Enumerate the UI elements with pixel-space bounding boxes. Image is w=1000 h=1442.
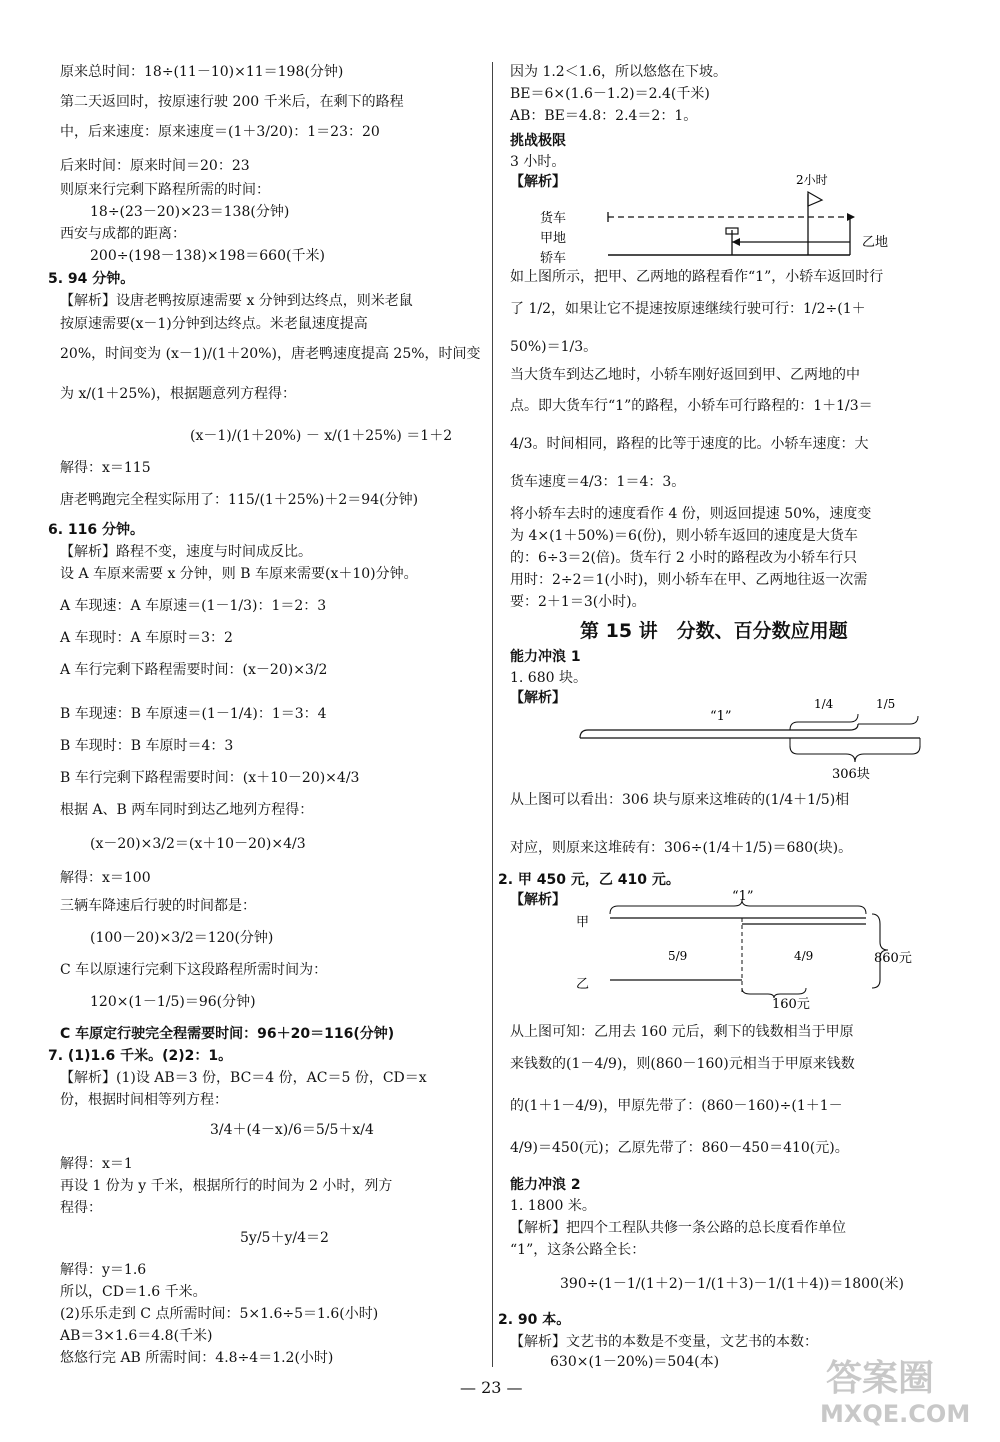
equation-line: (x－20)×3/2＝(x＋10－20)×4/3 xyxy=(90,836,306,852)
answer-5: 5. 94 分钟。 xyxy=(48,271,135,287)
text-line: 为 4×(1＋50%)＝6(份)，则小轿车返回的速度是大货车 xyxy=(510,528,858,544)
text-line: 为 x/(1＋25%)，根据题意列方程得： xyxy=(60,386,297,402)
text-line: 从上图可以看出：306 块与原来这堆砖的(1/4＋1/5)相 xyxy=(510,792,850,808)
text-line: 悠悠行完 AB 所需时间：4.8÷4＝1.2(小时) xyxy=(60,1350,334,1366)
text-line: 则原来行完剩下路程所需的时间： xyxy=(60,182,270,198)
text-line: 的：6÷3＝2(倍)。货车行 2 小时的路程改为小轿车行只 xyxy=(510,550,858,566)
equation-line: 200÷(198－138)×198＝660(千米) xyxy=(90,248,325,264)
text-line: 西安与成都的距离： xyxy=(60,226,186,242)
text-line: 解得：x＝115 xyxy=(60,460,151,476)
row-label-car: 轿车 xyxy=(540,251,567,266)
text-line: 对应，则原来这堆砖有：306÷(1/4＋1/5)＝680(块)。 xyxy=(510,840,853,856)
text-line: BE＝6×(1.6－1.2)＝2.4(千米) xyxy=(510,86,710,102)
lecture-title: 第 15 讲 分数、百分数应用题 xyxy=(580,620,848,642)
row-label-origin: 甲地 xyxy=(540,231,567,246)
section-heading: 挑战极限 xyxy=(510,133,566,149)
travel-diagram xyxy=(510,170,930,270)
text-line: 将小轿车去时的速度看作 4 份，则返回提速 50%，速度变 xyxy=(510,506,872,522)
section-heading: 能力冲浪 2 xyxy=(510,1177,581,1193)
text-line: 再设 1 份为 y 千米，根据所行的时间为 2 小时，列方 xyxy=(60,1178,393,1194)
text-line: 设 A 车原来需要 x 分钟，则 B 车原来需要(x＋10)分钟。 xyxy=(60,566,418,582)
answer-2b: 2. 90 本。 xyxy=(498,1312,571,1328)
text-line: 所以，CD＝1.6 千米。 xyxy=(60,1284,207,1300)
text-line: A 车现时：A 车原时＝3：2 xyxy=(60,630,233,646)
text-line: 唐老鸭跑完全程实际用了：115/(1＋25%)＋2＝94(分钟) xyxy=(60,492,419,508)
text-line: 4/9)＝450(元)；乙原先带了：860－450＝410(元)。 xyxy=(510,1140,849,1156)
equation-line: (x－1)/(1＋20%) － x/(1＋25%) ＝1＋2 xyxy=(190,428,453,444)
watermark-url: MXQE.COM xyxy=(820,1400,971,1428)
text-line: 从上图可知：乙用去 160 元后，剩下的钱数相当于甲原 xyxy=(510,1024,854,1040)
text-line: B 车现速：B 车原速＝(1－1/4)：1＝3：4 xyxy=(60,706,327,722)
section-heading: 能力冲浪 1 xyxy=(510,649,581,665)
row-label-a: 甲 xyxy=(576,915,590,930)
text-line: 来钱数的(1－4/9)，则(860－160)元相当于甲原来钱数 xyxy=(510,1056,855,1072)
text-line: AB：BE＝4.8：2.4＝2：1。 xyxy=(510,108,698,124)
text-line: 点。即大货车行“1”的路程，小轿车可行路程的：1＋1/3＝ xyxy=(510,398,873,414)
destination-label: 乙地 xyxy=(862,235,889,250)
text-line: 【解析】(1)设 AB＝3 份，BC＝4 份，AC＝5 份，CD＝x xyxy=(60,1070,427,1086)
text-line: 如上图所示，把甲、乙两地的路程看作“1”，小轿车返回时行 xyxy=(510,269,884,285)
text-line: 了 1/2，如果让它不提速按原速继续行驶可行：1/2÷(1＋ xyxy=(510,301,866,317)
equation-line: 390÷(1－1/(1＋2)－1/(1＋3)－1/(1＋4))＝1800(米) xyxy=(560,1276,904,1292)
text-line: 解得：x＝100 xyxy=(60,870,151,886)
text-line: 后来时间：原来时间＝20：23 xyxy=(60,158,250,174)
text-line: 货车速度＝4/3：1＝4：3。 xyxy=(510,474,686,490)
whole-label: “1” xyxy=(732,889,754,904)
text-line: 用时：2÷2＝1(小时)，则小轿车在甲、乙两地往返一次需 xyxy=(510,572,868,588)
text-line: 【解析】把四个工程队共修一条公路的总长度看作单位 xyxy=(510,1220,846,1236)
money-diagram xyxy=(510,884,930,1014)
text-line: 【解析】文艺书的本数是不变量，文艺书的本数： xyxy=(510,1334,818,1350)
text-line: 根据 A、B 两车同时到达乙地列方程得： xyxy=(60,802,314,818)
text-line: 【解析】设唐老鸭按原速需要 x 分钟到达终点，则米老鼠 xyxy=(60,293,413,309)
equation-line: 18÷(23－20)×23＝138(分钟) xyxy=(90,204,290,220)
text-line: 程得： xyxy=(60,1200,102,1216)
text-line: 解得：y＝1.6 xyxy=(60,1262,147,1278)
fraction-five-ninths: 5/9 xyxy=(668,949,688,963)
text-line: 3 小时。 xyxy=(510,154,566,170)
equation-line: 3/4＋(4－x)/6＝5/5＋x/4 xyxy=(210,1122,374,1138)
fraction-fifth: 1/5 xyxy=(876,697,896,711)
text-line: 份，根据时间相等列方程： xyxy=(60,1092,228,1108)
text-line: 的(1＋1－4/9)，甲原先带了：(860－160)÷(1＋1－ xyxy=(510,1098,843,1114)
text-line: 4/3。时间相同，路程的比等于速度的比。小轿车速度：大 xyxy=(510,436,869,452)
text-line: A 车现速：A 车原速＝(1－1/3)：1＝2：3 xyxy=(60,598,327,614)
row-label-truck: 货车 xyxy=(540,211,567,226)
text-line: 按原速需要(x－1)分钟到达终点。米老鼠速度提高 xyxy=(60,316,368,332)
text-line: 因为 1.2＜1.6，所以悠悠在下坡。 xyxy=(510,64,727,80)
text-line: 解得：x＝1 xyxy=(60,1156,133,1172)
text-line: 原来总时间：18÷(11－10)×11＝198(分钟) xyxy=(60,64,344,80)
text-line: 中，后来速度：原来速度＝(1＋3/20)：1＝23：20 xyxy=(60,124,380,140)
analysis-label: 【解析】 xyxy=(510,174,566,190)
time-label: 2小时 xyxy=(796,173,828,187)
bricks-diagram xyxy=(510,684,930,784)
spent-label: 160元 xyxy=(772,997,810,1012)
column-divider xyxy=(492,62,493,1367)
equation-line: 630×(1－20%)＝504(本) xyxy=(550,1354,720,1370)
page-number: — 23 — xyxy=(460,1378,523,1397)
text-line: 1. 1800 米。 xyxy=(510,1198,596,1214)
amount-label: 306块 xyxy=(832,767,870,782)
text-line: 要：2＋1＝3(小时)。 xyxy=(510,594,646,610)
text-line: 1. 680 块。 xyxy=(510,670,587,686)
whole-label: “1” xyxy=(710,709,732,724)
watermark-logo: 答案圈 xyxy=(826,1358,935,1399)
text-line: 三辆车降速后行驶的时间都是： xyxy=(60,898,256,914)
text-line: 20%，时间变为 (x－1)/(1＋20%)，唐老鸭速度提高 25%，时间变 xyxy=(60,346,481,362)
text-line: 第二天返回时，按原速行驶 200 千米后，在剩下的路程 xyxy=(60,94,404,110)
equation-line: 5y/5＋y/4＝2 xyxy=(240,1230,329,1246)
analysis-label: 【解析】 xyxy=(510,690,566,706)
equation-line: 120×(1－1/5)＝96(分钟) xyxy=(90,994,256,1010)
text-line: 【解析】路程不变，速度与时间成反比。 xyxy=(60,544,312,560)
fraction-quarter: 1/4 xyxy=(814,697,834,711)
text-line: B 车行完剩下路程需要时间：(x＋10－20)×4/3 xyxy=(60,770,360,786)
text-line: “1”，这条公路全长： xyxy=(510,1242,646,1258)
text-line: AB＝3×1.6＝4.8(千米) xyxy=(60,1328,213,1344)
text-line: 当大货车到达乙地时，小轿车刚好返回到甲、乙两地的中 xyxy=(510,367,860,383)
text-line: C 车以原速行完剩下这段路程所需时间为： xyxy=(60,962,328,978)
answer-2: 2. 甲 450 元，乙 410 元。 xyxy=(498,872,680,888)
fraction-four-ninths: 4/9 xyxy=(794,949,814,963)
row-label-b: 乙 xyxy=(576,977,590,992)
text-line: A 车行完剩下路程需要时间：(x－20)×3/2 xyxy=(60,662,328,678)
total-label: 860元 xyxy=(874,951,912,966)
text-line: (2)乐乐走到 C 点所需时间：5×1.6÷5＝1.6(小时) xyxy=(60,1306,379,1322)
text-line: 50%)＝1/3。 xyxy=(510,339,598,355)
answer-7: 7. (1)1.6 千米。(2)2：1。 xyxy=(48,1048,233,1064)
equation-line: (100－20)×3/2＝120(分钟) xyxy=(90,930,274,946)
text-line: C 车原定行驶完全程需要时间：96＋20＝116(分钟) xyxy=(60,1026,395,1042)
analysis-label: 【解析】 xyxy=(510,892,566,908)
text-line: B 车现时：B 车原时＝4：3 xyxy=(60,738,234,754)
answer-6: 6. 116 分钟。 xyxy=(48,522,145,538)
